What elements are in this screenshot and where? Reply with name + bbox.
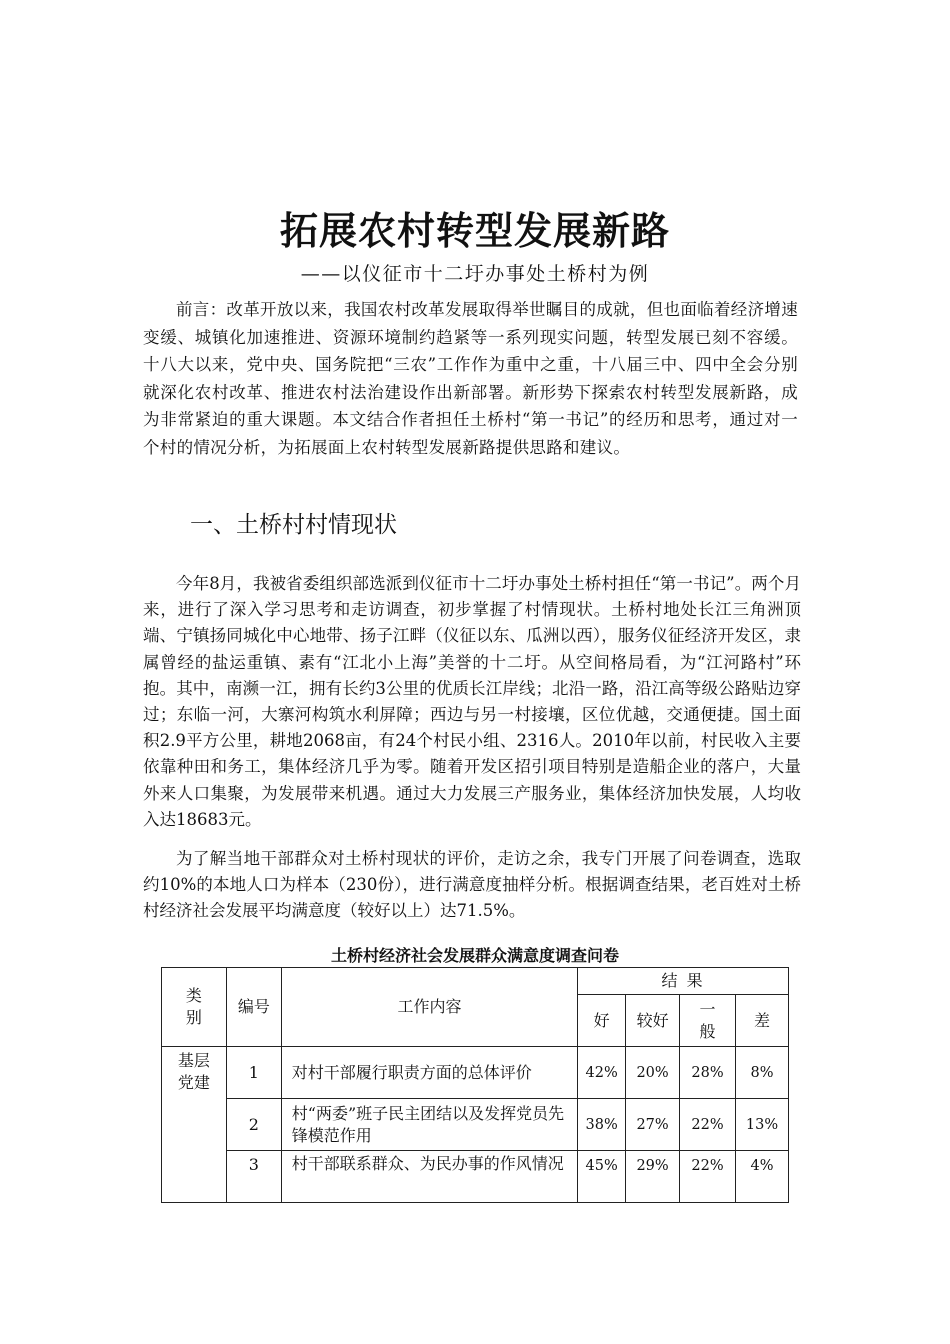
- row-average: 22%: [680, 1151, 736, 1203]
- row-poor: 4%: [735, 1151, 788, 1203]
- row-good: 38%: [578, 1099, 626, 1151]
- header-poor: 差: [735, 995, 788, 1047]
- table-row: [162, 1099, 789, 1151]
- document-title: 拓展农村转型发展新路: [279, 209, 670, 253]
- row-good: 45%: [578, 1151, 626, 1203]
- row-content: 村干部联系群众、为民办事的作风情况: [281, 1151, 577, 1203]
- header-fairly-good: 较好: [626, 995, 680, 1047]
- header-good: 好: [578, 995, 626, 1047]
- header-category: 类 别: [162, 968, 227, 1047]
- header-content: 工作内容: [281, 968, 577, 1047]
- row-average: 28%: [680, 1047, 736, 1099]
- preface-paragraph: 前言：改革开放以来，我国农村改革发展取得举世瞩目的成就，但也面临着经济增速变缓、城镇化加速推进、资源环境制约趋紧等一系列现实问题，转型发展已刻不容缓。十八大以来，党中央、国务院把“三农”工作作为重中之重，十八届三中、四中全会分别就深化农村改革、推进农村法治建设作出新部署。新形势下探索农村转型发展新路，成为非常紧迫的重大课题。本文结合作者担任土桥村“第一书记”的经历和思考，通过对一个村的情况分析，为拓展面上农村转型发展新路提供思路和建议。: [143, 300, 798, 457]
- category-cell: 基层 党建: [162, 1047, 227, 1203]
- row-poor: 8%: [735, 1047, 788, 1099]
- header-number: 编号: [226, 968, 281, 1047]
- header-results: 结 果: [578, 968, 789, 995]
- row-content: 对村干部履行职责方面的总体评价: [281, 1047, 577, 1099]
- row-fairly-good: 29%: [626, 1151, 680, 1203]
- row-fairly-good: 27%: [626, 1099, 680, 1151]
- row-fairly-good: 20%: [626, 1047, 680, 1099]
- table-row: [162, 1151, 789, 1203]
- row-poor: 13%: [735, 1099, 788, 1151]
- section-heading: 一、土桥村村情现状: [190, 512, 397, 538]
- row-content: 村“两委”班子民主团结以及发挥党员先锋模范作用: [281, 1099, 577, 1151]
- row-number: 1: [226, 1047, 281, 1099]
- row-number: 2: [226, 1099, 281, 1151]
- row-average: 22%: [680, 1099, 736, 1151]
- document-subtitle: ——以仪征市十二圩办事处土桥村为例: [300, 263, 650, 285]
- header-average: 一 般: [680, 995, 736, 1047]
- row-good: 42%: [578, 1047, 626, 1099]
- body-paragraph-1: 今年8月，我被省委组织部选派到仪征市十二圩办事处土桥村担任“第一书记”。两个月来，进行了深入学习思考和走访调查，初步掌握了村情现状。土桥村地处长江三角洲顶端、宁镇扬同城化中心地带、扬子江畔（仪征以东、瓜洲以西），服务仪征经济开发区，隶属曾经的盐运重镇、素有“江北小上海”美誉的十二圩。从空间格局看，为“江河路村”环抱。其中，南濒一江，拥有长约3公里的优质长江岸线；北沿一路，沿江高等级公路贴边穿过；东临一河，大寨河构筑水利屏障；西边与另一村接壤，区位优越，交通便捷。国土面积2.9平方公里，耕地2068亩，有24个村民小组、2316人。2010年以前，村民收入主要依靠种田和务工，集体经济几乎为零。随着开发区招引项目特别是造船企业的落户，大量外来人口集聚，为发展带来机遇。通过大力发展三产服务业，集体经济加快发展，人均收入达18683元。: [143, 574, 801, 829]
- table-row: [162, 1047, 789, 1099]
- table-title: 土桥村经济社会发展群众满意度调查问卷: [330, 946, 619, 965]
- row-number: 3: [226, 1151, 281, 1203]
- survey-table: [161, 967, 789, 1203]
- body-paragraph-2: 为了解当地干部群众对土桥村现状的评价，走访之余，我专门开展了问卷调查，选取约10%的本地人口为样本（230份），进行满意度抽样分析。根据调查结果，老百姓对土桥村经济社会发展平均满意度（较好以上）达71.5%。: [143, 849, 801, 921]
